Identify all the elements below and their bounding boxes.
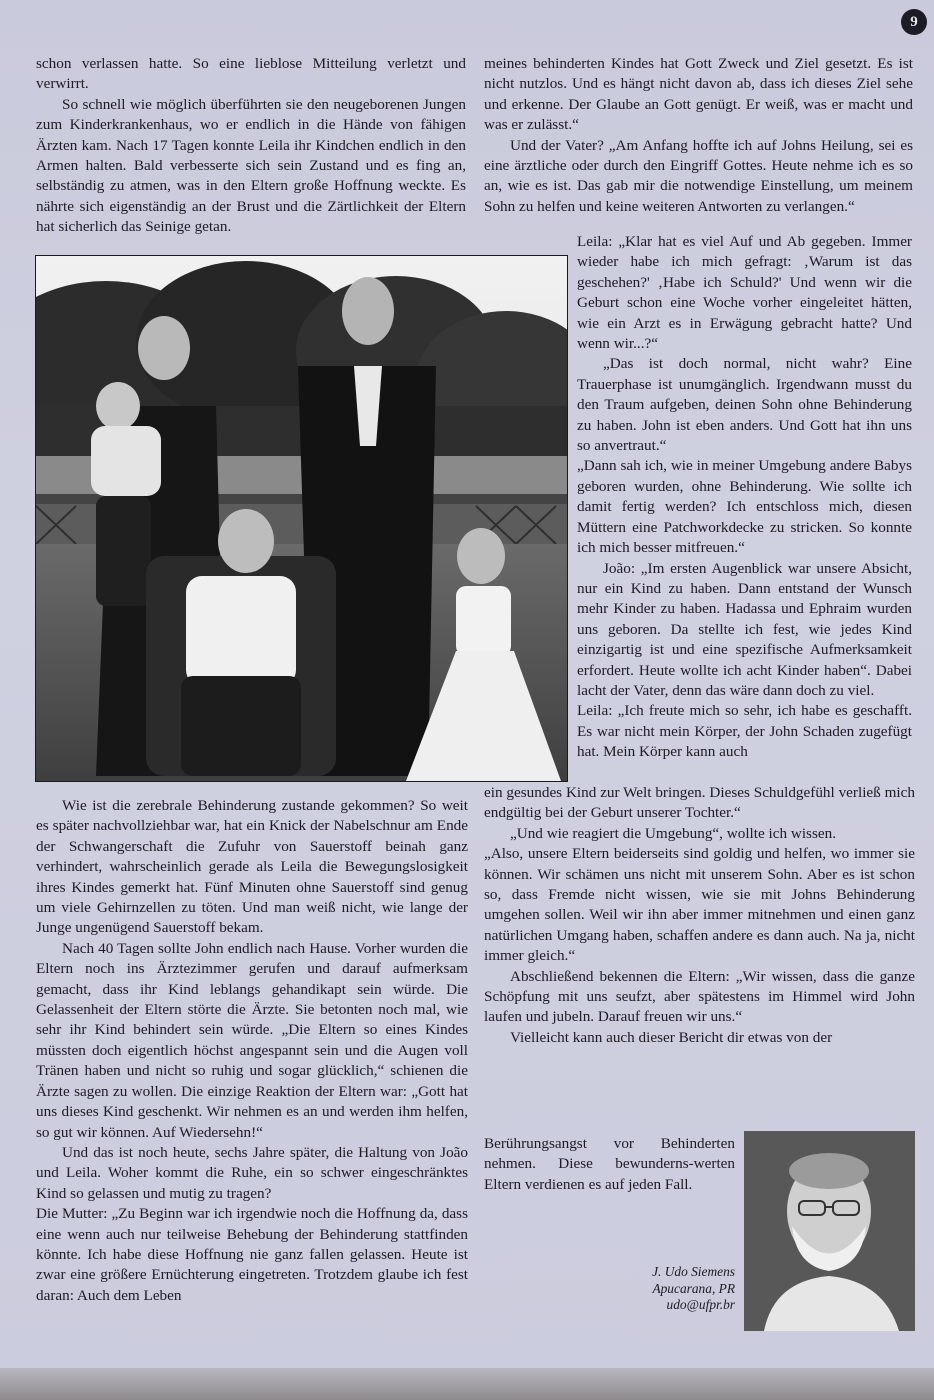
column-right-middle [577, 232, 912, 763]
paragraph: Die Mutter: „Zu Beginn war ich irgendwie noch die Hoffnung da, dass eine wenn auch nur teilweise Behebung der Behinderung stattfinden könnte. Ich habe diese Hoffnung nie ganz fallen gelassen. Heute ist zwar eine größere Ernüchterung eingetreten. Trotzdem glaube ich fest daran: Auch dem Leben [36, 1205, 468, 1304]
paragraph: So schnell wie möglich überführten sie den neugeborenen Jungen zum Kinderkrankenhaus, wo er endlich in die Hände von fähigen Ärzten kam. Nach 17 Tagen konnte Leila ihr Kindchen endlich in den Armen halten. Bald verbesserte sich sein Zustand und es fing an, selbständig zu atmen, was in den Eltern große Hoffnung weckte. Es nährte sich eigenständig an der Brust und die Zärtlichkeit der Eltern hat sicherlich das Seinige getan. [36, 95, 466, 236]
paragraph: meines behinderten Kindes hat Gott Zweck und Ziel gesetzt. Es ist nicht nutzlos. Und es hängt nicht davon ab, dass ich dieses Ziel sehe und erkenne. Der Glaube an Gott genügt. Er weiß, was er macht und was er zulässt.“ [484, 55, 913, 134]
page-edge-shadow [0, 1368, 934, 1400]
page-number: 9 [901, 9, 927, 35]
column-left-bottom [36, 796, 468, 1306]
paragraph: „Dann sah ich, wie in meiner Umgebung andere Babys geboren wurden, ohne Behinderung. Wie sollte ich damit fertig werden? Ich entschloss mich, diesen Müttern eine Patchworkdecke zu stricken. So konnte ich mich besser mitfreuen.“ [577, 457, 912, 557]
paragraph: „Das ist doch normal, nicht wahr? Eine Trauerphase ist unumgänglich. Irgendwann musst du den Traum aufgeben, deinen Sohn ohne Behinderung zu haben. John ist eben anders. Und Gott hat ihn uns so anvertraut.“ [577, 355, 912, 455]
paragraph: Und das ist noch heute, sechs Jahre später, die Haltung von João und Leila. Woher kommt die Ruhe, ein so schwer eingeschränktes Kind so gelassen und mutig zu tragen? [36, 1143, 468, 1202]
author-credit [596, 1264, 735, 1314]
author-email: udo@ufpr.br [666, 1297, 735, 1313]
author-photo [744, 1131, 915, 1331]
paragraph: Leila: „Klar hat es viel Auf und Ab gegeben. Immer wieder habe ich mich gefragt: ‚Warum ist das geschehen?' ‚Habe ich Schuld?' Und wenn wir die Geburt schon eine Woche vorher eingeleitet hätten, wie ein Arzt es in Erwägung gebracht hatte? Und wenn wir...?“ [577, 233, 912, 353]
paragraph: João: „Im ersten Augenblick war unsere Absicht, nur ein Kind zu haben. Dann entstand der Wunsch mehr Kinder zu haben. Hadassa und Ephraim wurden uns geboren. Da stellte ich fest, wie jedes Kind einzigartig ist und eine spezifische Aufmerksamkeit erfordert. Heute wollte ich acht Kinder haben“. Dabei lacht der Vater, denn das wäre dann doch zu viel. [577, 559, 912, 699]
paragraph: Und der Vater? „Am Anfang hoffte ich auf Johns Heilung, sei es eine ärztliche oder durch den Eingriff Gottes. Heute nehme ich es so an, wie es ist. Das gab mir die notwendige Einstellung, um meinem Sohn zu helfen und keine weiteren Antworten zu verlangen.“ [484, 136, 913, 215]
paragraph: Berührungsangst vor Behinderten nehmen. Diese bewunderns-werten Eltern verdienen es auf jeden Fall. [484, 1135, 735, 1193]
column-right-end [484, 1134, 735, 1195]
paragraph: Leila: „Ich freute mich so sehr, ich habe es geschafft. Es war nicht mein Körper, der John Schaden zugefügt hat. Mein Körper kann auch [577, 702, 912, 761]
family-photo [35, 255, 568, 782]
paragraph: Wie ist die zerebrale Behinderung zustande gekommen? So weit es später nachvollziehbar war, hat ein Knick der Nabelschnur am Ende der Schwangerschaft die Zufuhr von Sauerstoff beinah ganz verhindert, wahrscheinlich gerade als Leila die Bewegungslosigkeit ihres Kindes gemerkt hat. Fünf Minuten ohne Sauerstoff sind genug um viele Gehirnzellen zu töten. Und man weiß nicht, wie lange der Junge ungenügend Sauerstoff bekam. [36, 797, 468, 937]
author-name: J. Udo Siemens [652, 1264, 735, 1279]
paragraph: Nach 40 Tagen sollte John endlich nach Hause. Vorher wurden die Eltern noch ins Ärztezimmer gerufen und darauf aufmerksam gemacht, dass ihr Kind leblangs gehandikapt sein würde. Die Gelassenheit der Eltern störte die Ärzte. Sie betonten noch mal, wie sehr ihr Kind behindert sein würde. „Die Eltern so eines Kindes müssten doch eigentlich höchst angespannt sein und die Augen voll Tränen haben und nicht so ruhig und sogar glücklich,“ schienen die Ärzte sagen zu wollen. Die einzige Reaktion der Eltern war: „Gott hat uns dieses Kind geschenkt. Wir nehmen es an und werden ihm helfen, so gut wir können. Auf Wiedersehn!“ [36, 939, 468, 1141]
paragraph: „Und wie reagiert die Umgebung“, wollte ich wissen. [510, 824, 837, 842]
column-right-bottom [484, 783, 915, 1048]
paragraph: schon verlassen hatte. So eine lieblose Mitteilung verletzt und verwirrt. [36, 55, 466, 93]
column-right-top [484, 54, 913, 217]
author-place: Apucarana, PR [652, 1280, 735, 1296]
paragraph: ein gesundes Kind zur Welt bringen. Dieses Schuldgefühl verließ mich endgültig bei der Geburt unserer Tochter.“ [484, 784, 915, 822]
column-left-top [36, 54, 466, 238]
paragraph: Abschließend bekennen die Eltern: „Wir wissen, dass die ganze Schöpfung mit uns seufzt, aber spätestens im Himmel wird John laufen und jubeln. Darauf freuen wir uns.“ [484, 967, 915, 1026]
paragraph: „Also, unsere Eltern beiderseits sind goldig und helfen, wo immer sie können. Wir schämen uns nicht mit unserem Sohn. Aber es ist schon so, dass Fremde nicht wissen, wie sie mit Johns Behinderung umgehen sollen. Weil wir ihn aber immer mitnehmen und einen ganz natürlichen Umgang haben, schaffen andere es dann auch. Na ja, nicht immer gleich.“ [484, 845, 915, 965]
paragraph: Vielleicht kann auch dieser Bericht dir etwas von der [510, 1028, 833, 1046]
